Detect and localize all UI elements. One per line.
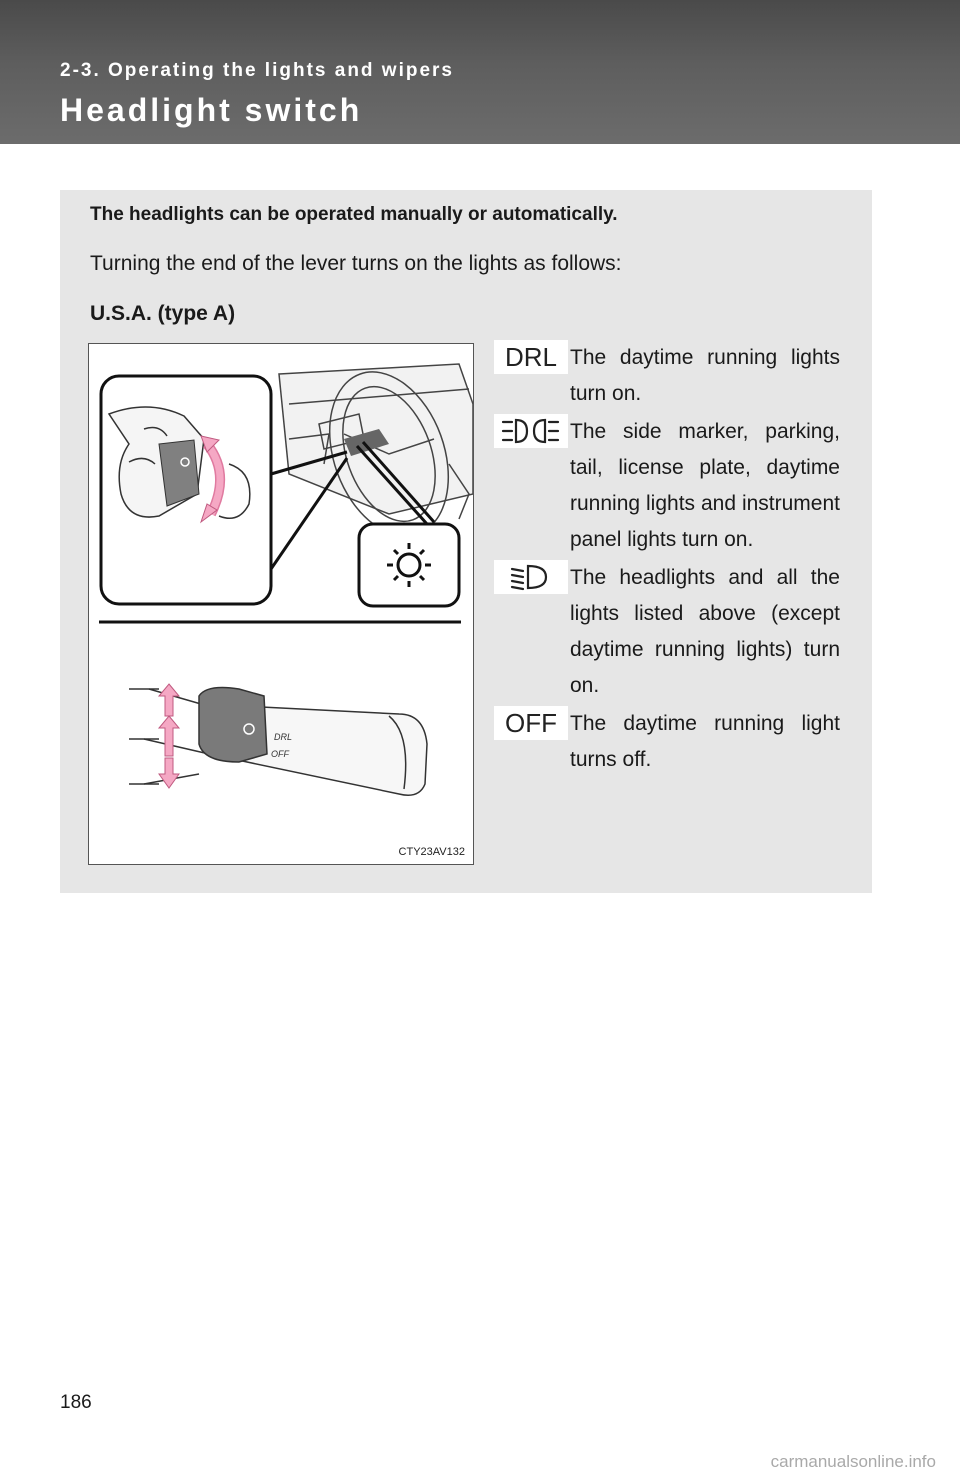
- intro-text: The headlights can be operated manually or automatically.: [90, 204, 618, 225]
- drl-icon: [494, 340, 568, 374]
- item-description: The daytime running light turns off.: [570, 712, 840, 771]
- off-icon-label: OFF: [505, 707, 557, 738]
- list-item: [494, 560, 840, 704]
- list-item: [494, 706, 840, 778]
- item-description: The headlights and all the lights listed above (except daytime running lights) turn on.: [570, 566, 840, 697]
- light-mode-list: [494, 340, 840, 778]
- section-label: 2-3. Operating the lights and wipers: [60, 60, 454, 81]
- off-icon: [494, 706, 568, 740]
- headlight-switch-figure: [88, 343, 474, 865]
- list-item: [494, 414, 840, 558]
- region-subheading: U.S.A. (type A): [90, 302, 236, 325]
- headlight-icon: [494, 560, 568, 594]
- figure-code: CTY23AV132: [398, 846, 465, 858]
- item-description: The side marker, parking, tail, license plate, daytime running lights and instrument panel lights turn on.: [570, 420, 840, 551]
- info-panel: [60, 190, 872, 893]
- lever-label-off: OFF: [271, 749, 289, 759]
- watermark: carmanualsonline.info: [770, 1452, 936, 1471]
- page-header: [0, 0, 960, 144]
- page-number: 186: [60, 1392, 92, 1413]
- lever-label-drl: DRL: [274, 732, 293, 742]
- parking-light-icon: [494, 414, 568, 448]
- drl-icon-label: DRL: [504, 341, 557, 372]
- page-title: Headlight switch: [60, 92, 363, 128]
- list-item: [494, 340, 840, 412]
- lead-text: Turning the end of the lever turns on the lights as follows:: [90, 252, 622, 275]
- item-description: The daytime running lights turn on.: [570, 346, 840, 405]
- lever-illustration: [89, 344, 473, 864]
